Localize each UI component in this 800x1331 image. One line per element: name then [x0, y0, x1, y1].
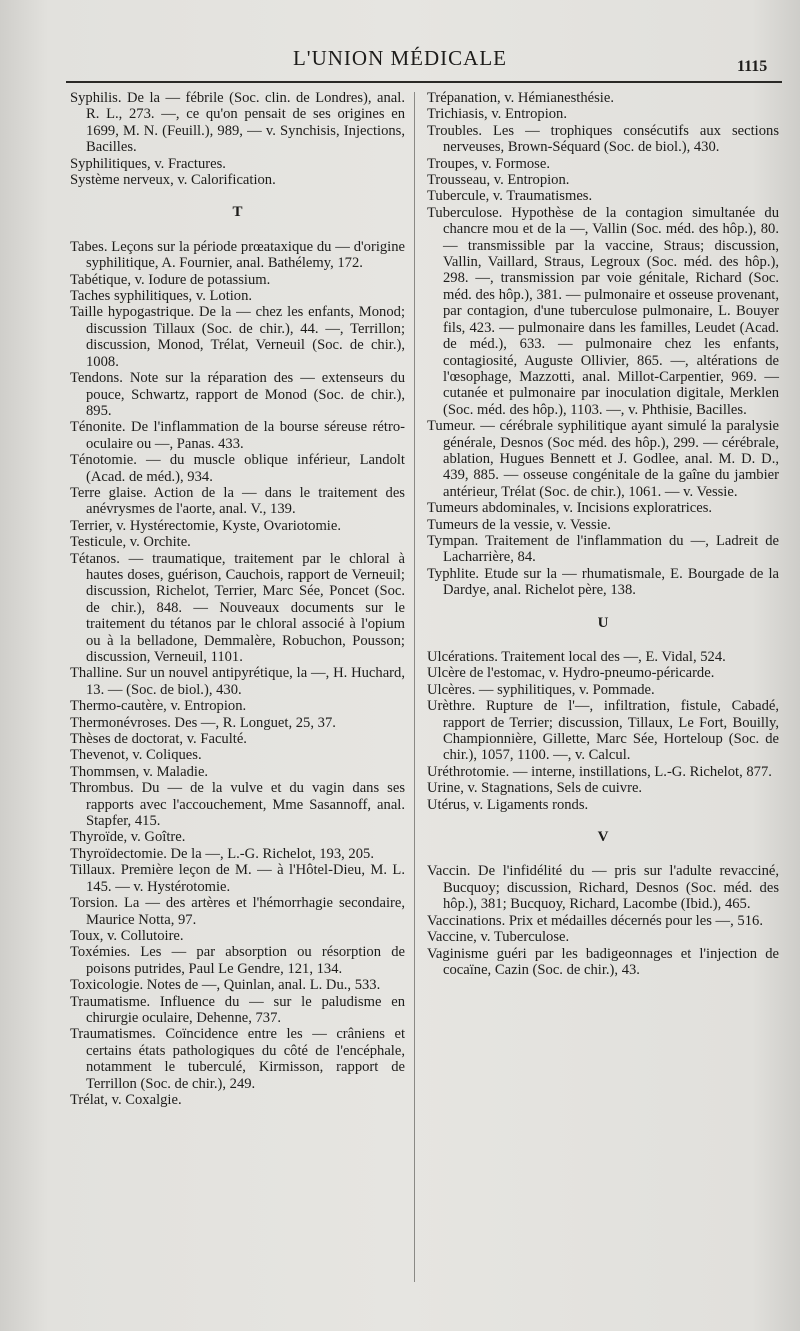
index-entry: Tubercule, v. Traumatismes.: [427, 188, 593, 205]
index-entry: Thrombus. Du — de la vulve et du vagin dans ses rapports avec l'accouchement, Mme Sasannoff, anal. Stapfer, 415.: [70, 780, 405, 830]
index-entry: Tympan. Traitement de l'inflammation du —, Ladreit de Lacharrière, 84.: [427, 532, 779, 566]
index-entry: Taches syphilitiques, v. Lotion.: [70, 288, 253, 305]
index-entry: Vaccin. De l'infidélité du — pris sur l'adulte revacciné, Bucquoy; discussion, Richard, Desnos (Soc. méd. des hôp.), 381; Bucquoy, Richard, Lacombe (Ibid.), 465.: [427, 863, 779, 913]
index-entry: Ulcérations. Traitement local des —, E. Vidal, 524.: [427, 649, 726, 665]
index-entry: Système nerveux, v. Calorification.: [70, 172, 276, 189]
index-entry: Tumeurs abdominales, v. Incisions exploratrices.: [427, 500, 713, 517]
index-entry: Vaccinations. Prix et médailles décernés pour les —, 516.: [427, 912, 763, 929]
index-entry: Traumatisme. Influence du — sur le paludisme en chirurgie oculaire, Dehenne, 737.: [70, 993, 405, 1026]
index-entry: Troupes, v. Formose.: [427, 155, 550, 172]
index-entry: Ulcère de l'estomac, v. Hydro-pneumo-péricarde.: [427, 665, 715, 682]
section-letter-v: V: [597, 829, 609, 846]
index-entry: Syphilitiques, v. Fractures.: [70, 155, 226, 172]
index-entry: Urine, v. Stagnations, Sels de cuivre.: [427, 780, 643, 797]
index-entry: Uréthrotomie. — interne, instillations, L.-G. Richelot, 877.: [427, 763, 772, 780]
index-entry: Urèthre. Rupture de l'—, infiltration, fistule, Cabadé, rapport de Terrier; discussion, Tillaux, Le Fort, Bouilly, Championnière, Gillette, Marc Sée, Horteloup (Soc. de chir.), 1057, 1100. —, v. Calcul.: [427, 698, 779, 764]
index-entry: Testicule, v. Orchite.: [70, 534, 191, 551]
index-entry: Tabétique, v. Iodure de potassium.: [70, 271, 271, 288]
left-column: [70, 90, 405, 1108]
index-entry: Typhlite. Etude sur la — rhumatismale, E. Bourgade de la Dardye, anal. Richelot père, 138.: [427, 565, 779, 599]
index-entry: Toxicologie. Notes de —, Quinlan, anal. L. Du., 533.: [70, 977, 381, 994]
running-head-title: L'UNION MÉDICALE: [292, 46, 507, 70]
index-entry: Tabes. Leçons sur la période prœataxique du — d'origine syphilitique, A. Fournier, anal. Bathélemy, 172.: [70, 238, 405, 272]
index-entry: Tétanos. — traumatique, traitement par le chloral à hautes doses, guérison, Cauchois, rapport de Verneuil; discussion, Richelot, Terrier, Marc Sée, Poncet (Soc. de chir.), 848. — Nouveaux documents sur le traitement du tétanos par le chloral associé à l'opium ou à la belladone, Demmalère, Robuchon, Pousson; discussion, Verneuil, 1101.: [70, 550, 405, 665]
index-entry: Thyroïdectomie. De la —, L.-G. Richelot, 193, 205.: [70, 845, 374, 862]
section-letter-t: T: [232, 204, 243, 221]
index-entry: Vaginisme guéri par les badigeonnages et l'injection de cocaïne, Cazin (Soc. de chir.), 43.: [427, 945, 779, 978]
entries-t-left: [70, 239, 405, 1109]
index-entry: Ténonite. De l'inflammation de la bourse séreuse rétro-oculaire ou —, Panas. 433.: [70, 419, 405, 452]
index-entry: Utérus, v. Ligaments ronds.: [427, 796, 589, 813]
section-letter-u: U: [597, 614, 609, 631]
index-entry: Trépanation, v. Hémianesthésie.: [427, 90, 614, 106]
index-entry: Ulcères. — syphilitiques, v. Pommade.: [427, 681, 655, 698]
index-entry: Toux, v. Collutoire.: [70, 927, 184, 944]
page-number: 1115: [737, 58, 768, 75]
column-divider: [414, 92, 415, 1282]
index-entry: Tendons. Note sur la réparation des — extenseurs du pouce, Schwartz, rapport de Monod (Soc. de chir.), 895.: [70, 370, 405, 419]
index-entry: Thèses de doctorat, v. Faculté.: [70, 731, 247, 748]
index-entry: Traumatismes. Coïncidence entre les — crâniens et certains états pathologiques du côté de l'encéphale, notamment le tuberculé, Kirmisson, rapport de Terrillon (Soc. de chir.), 249.: [70, 1026, 405, 1092]
index-entry: Trousseau, v. Entropion.: [427, 172, 570, 189]
index-entry: Ténotomie. — du muscle oblique inférieur, Landolt (Acad. de méd.), 934.: [70, 452, 405, 485]
entries-s: [70, 90, 405, 188]
index-entry: Torsion. La — des artères et l'hémorrhagie secondaire, Maurice Notta, 97.: [70, 895, 405, 928]
index-entry: Terrier, v. Hystérectomie, Kyste, Ovariotomie.: [70, 517, 341, 534]
index-entry: Terre glaise. Action de la — dans le traitement des anévrysmes de l'aorte, anal. V., 139.: [70, 484, 405, 518]
index-entry: Toxémies. Les — par absorption ou résorption de poisons putrides, Paul Le Gendre, 121, 134.: [70, 944, 405, 977]
index-entry: Vaccine, v. Tuberculose.: [427, 929, 570, 946]
index-entry: Thalline. Sur un nouvel antipyrétique, la —, H. Huchard, 13. — (Soc. de biol.), 430.: [70, 665, 405, 698]
index-entry: Taille hypogastrique. De la — chez les enfants, Monod; discussion Tillaux (Soc. de chir.), 44. —, Terrillon; discussion, Monod, Trélat, Verneuil (Soc. de chir.), 1008.: [70, 304, 405, 370]
index-entry: Tillaux. Première leçon de M. — à l'Hôtel-Dieu, M. L. 145. — v. Hystérotomie.: [70, 862, 405, 895]
index-entry: Trélat, v. Coxalgie.: [70, 1091, 182, 1108]
entries-v: [427, 863, 779, 978]
index-entry: Syphilis. De la — fébrile (Soc. clin. de Londres), anal. R. L., 273. —, ce qu'on pensait de ses origines en 1699, M. N. (Feuill.), 989, — v. Synchisis, Injections, Bacilles.: [70, 90, 405, 156]
index-entry: Tumeurs de la vessie, v. Vessie.: [427, 516, 611, 533]
index-entry: Thommsen, v. Maladie.: [70, 763, 209, 780]
index-entry: Troubles. Les — trophiques consécutifs aux sections nerveuses, Brown-Séquard (Soc. de biol.), 430.: [427, 122, 779, 156]
index-entry: Tuberculose. Hypothèse de la contagion simultanée du chancre mou et de la —, Vallin (Soc. méd. des hôp.), 80. — transmissible par la vaccine, Straus; discussion, Vallin, Vaillard, Straus, Legroux (Soc. méd. des hôp.), 298. —, transmission par voie génitale, Richard (Soc. méd. des hôp.), 381. — pulmonaire et osseuse provenant, par contagion, d'une tuberculose pulmonaire, L. Bouyer fils, 423. — pulmonaire dans les familles, Leudet (Acad. de méd.), 633. — pulmonaire chez les enfants, contagiosité, Auguste Ollivier, 865. —, altérations de l'œsophage, Mazzotti, anal. Millot-Carpentier, 969. — cutanée et pulmonaire par inoculation digitale, Merklen (Soc. méd. des hôp.), 1103. —, v. Phthisie, Bacilles.: [427, 204, 779, 418]
index-entry: Thermonévroses. Des —, R. Longuet, 25, 37.: [70, 714, 336, 731]
index-entry: Tumeur. — cérébrale syphilitique ayant simulé la paralysie générale, Desnos (Soc méd. des hôp.), 299. — cérébrale, ablation, Hugues Bennett et J. Godlee, anal. M. D. D., 439, 885. — osseuse congénitale de la gaîne du jambier antérieur, Trélat (Soc. de chir.), 1061. — v. Vessie.: [427, 418, 779, 500]
entries-u: [427, 649, 779, 813]
entries-t-right: [427, 90, 779, 599]
index-entry: Trichiasis, v. Entropion.: [427, 106, 567, 123]
header-rule: [66, 81, 782, 83]
right-column: [427, 90, 779, 978]
index-entry: Thevenot, v. Coliques.: [70, 747, 202, 764]
index-entry: Thermo-cautère, v. Entropion.: [70, 698, 247, 715]
index-entry: Thyroïde, v. Goître.: [70, 829, 186, 846]
